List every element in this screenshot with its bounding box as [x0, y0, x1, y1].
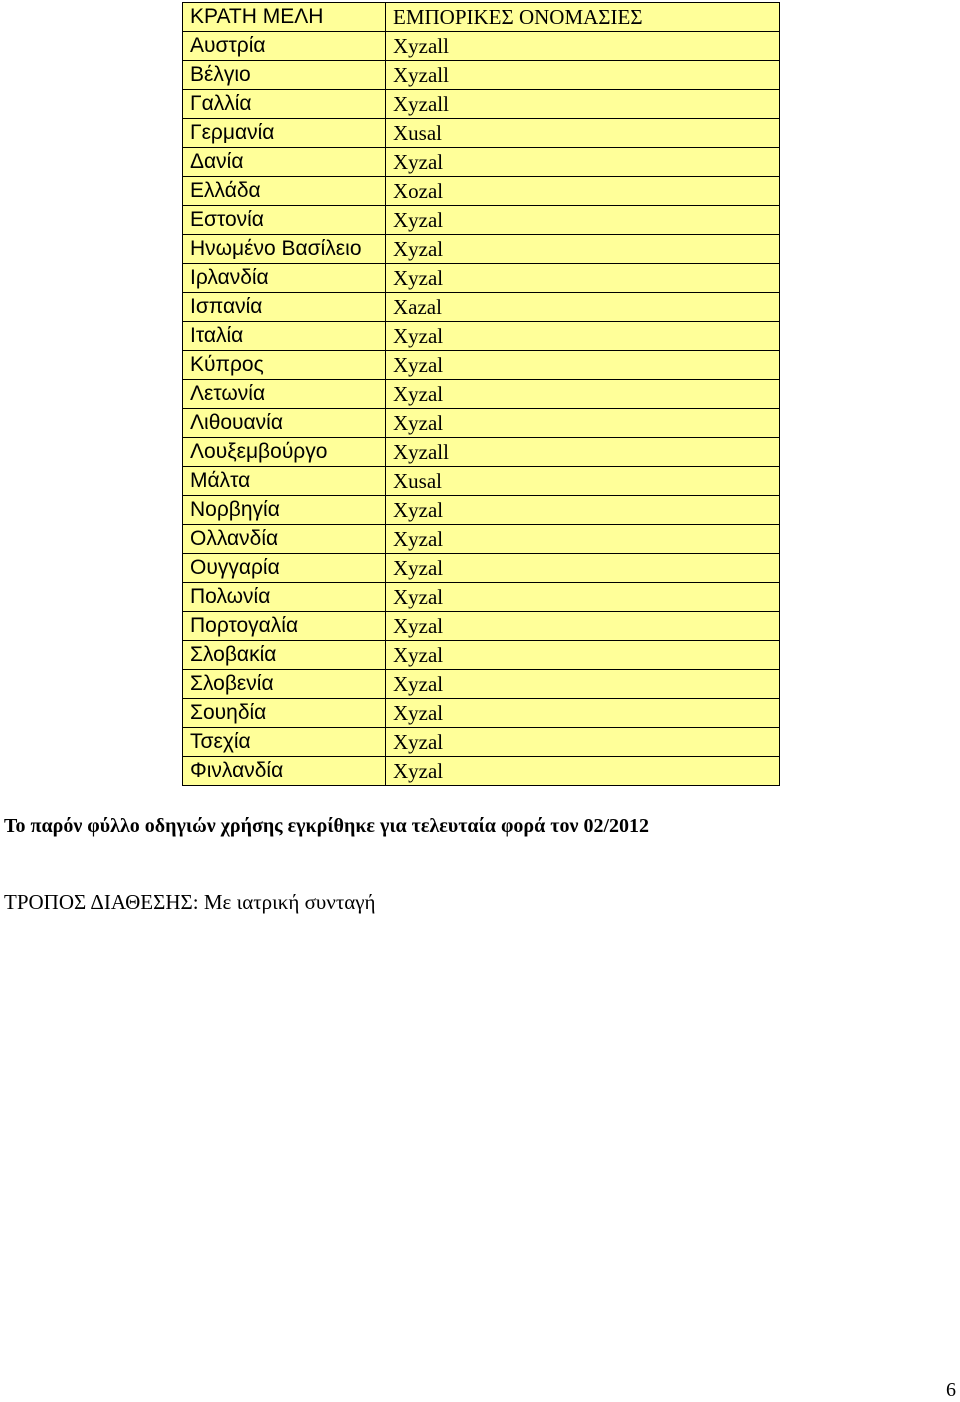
table-row — [183, 699, 780, 728]
member-state-cell: Ιρλανδία — [183, 264, 386, 293]
table-row — [183, 119, 780, 148]
trade-name-cell: Xyzal — [386, 148, 780, 177]
member-state-cell: Λετωνία — [183, 380, 386, 409]
header-trade-names: ΕΜΠΟΡΙΚΕΣ ΟΝΟΜΑΣΙΕΣ — [386, 3, 780, 32]
member-state-cell: Κύπρος — [183, 351, 386, 380]
trade-name-cell: Xyzal — [386, 525, 780, 554]
member-state-cell: Ελλάδα — [183, 177, 386, 206]
member-state-cell: Ολλανδία — [183, 525, 386, 554]
table-row — [183, 264, 780, 293]
table-row — [183, 293, 780, 322]
dispensing-separator: : — [192, 890, 199, 914]
table-row — [183, 670, 780, 699]
table-row — [183, 757, 780, 786]
table-row — [183, 496, 780, 525]
trade-name-cell: Xyzal — [386, 699, 780, 728]
trade-name-cell: Xyzal — [386, 351, 780, 380]
dispensing-value: Με ιατρική συνταγή — [198, 890, 376, 914]
trade-name-cell: Xyzal — [386, 670, 780, 699]
trade-names-table — [182, 2, 780, 786]
trade-name-cell: Xyzall — [386, 32, 780, 61]
member-state-cell: Ιταλία — [183, 322, 386, 351]
trade-name-cell: Xyzal — [386, 264, 780, 293]
trade-name-cell: Xyzall — [386, 438, 780, 467]
member-state-cell: Εστονία — [183, 206, 386, 235]
trade-name-cell: Xyzal — [386, 380, 780, 409]
trade-name-cell: Xyzal — [386, 322, 780, 351]
table-row — [183, 380, 780, 409]
member-state-cell: Δανία — [183, 148, 386, 177]
trade-name-cell: Xyzal — [386, 206, 780, 235]
table-row — [183, 583, 780, 612]
header-member-states: ΚΡΑΤΗ ΜΕΛΗ — [183, 3, 386, 32]
trade-name-cell: Xazal — [386, 293, 780, 322]
member-state-cell: Ισπανία — [183, 293, 386, 322]
member-state-cell: Πορτογαλία — [183, 612, 386, 641]
trade-name-cell: Xusal — [386, 119, 780, 148]
member-state-cell: Νορβηγία — [183, 496, 386, 525]
trade-name-cell: Xyzall — [386, 61, 780, 90]
trade-name-cell: Xyzal — [386, 583, 780, 612]
table-row — [183, 525, 780, 554]
trade-name-cell: Xozal — [386, 177, 780, 206]
table-row — [183, 409, 780, 438]
trade-name-cell: Xyzall — [386, 90, 780, 119]
trade-name-cell: Xyzal — [386, 235, 780, 264]
table-row — [183, 177, 780, 206]
dispensing-label: ΤΡΟΠΟΣ ΔΙΑΘΕΣΗΣ — [4, 890, 193, 914]
table-row — [183, 351, 780, 380]
table-row — [183, 641, 780, 670]
trade-name-cell: Xyzal — [386, 409, 780, 438]
approval-date-note: Το παρόν φύλλο οδηγιών χρήσης εγκρίθηκε για τελευταία φορά τον 02/2012 — [4, 815, 649, 837]
table-row — [183, 467, 780, 496]
member-state-cell: Σουηδία — [183, 699, 386, 728]
trade-name-cell: Xyzal — [386, 554, 780, 583]
table-row — [183, 61, 780, 90]
trade-name-cell: Xusal — [386, 467, 780, 496]
table-row — [183, 32, 780, 61]
member-state-cell: Πολωνία — [183, 583, 386, 612]
table-row — [183, 90, 780, 119]
table-row — [183, 728, 780, 757]
member-state-cell: Ουγγαρία — [183, 554, 386, 583]
trade-name-cell: Xyzal — [386, 757, 780, 786]
member-state-cell: Σλοβενία — [183, 670, 386, 699]
table-row — [183, 206, 780, 235]
member-state-cell: Μάλτα — [183, 467, 386, 496]
table-row — [183, 148, 780, 177]
trade-names-table-body — [183, 3, 780, 786]
table-row — [183, 438, 780, 467]
trade-name-cell: Xyzal — [386, 496, 780, 525]
member-state-cell: Τσεχία — [183, 728, 386, 757]
member-state-cell: Αυστρία — [183, 32, 386, 61]
page-number: 6 — [946, 1379, 956, 1401]
table-row — [183, 554, 780, 583]
member-state-cell: Γαλλία — [183, 90, 386, 119]
table-header-row — [183, 3, 780, 32]
member-state-cell: Βέλγιο — [183, 61, 386, 90]
trade-name-cell: Xyzal — [386, 612, 780, 641]
table-row — [183, 612, 780, 641]
table-row — [183, 235, 780, 264]
member-state-cell: Λιθουανία — [183, 409, 386, 438]
member-state-cell: Γερμανία — [183, 119, 386, 148]
member-state-cell: Σλοβακία — [183, 641, 386, 670]
trade-name-cell: Xyzal — [386, 641, 780, 670]
table-row — [183, 322, 780, 351]
member-state-cell: Ηνωμένο Βασίλειο — [183, 235, 386, 264]
dispensing-method — [4, 888, 376, 916]
member-state-cell: Φινλανδία — [183, 757, 386, 786]
member-state-cell: Λουξεμβούργο — [183, 438, 386, 467]
trade-name-cell: Xyzal — [386, 728, 780, 757]
